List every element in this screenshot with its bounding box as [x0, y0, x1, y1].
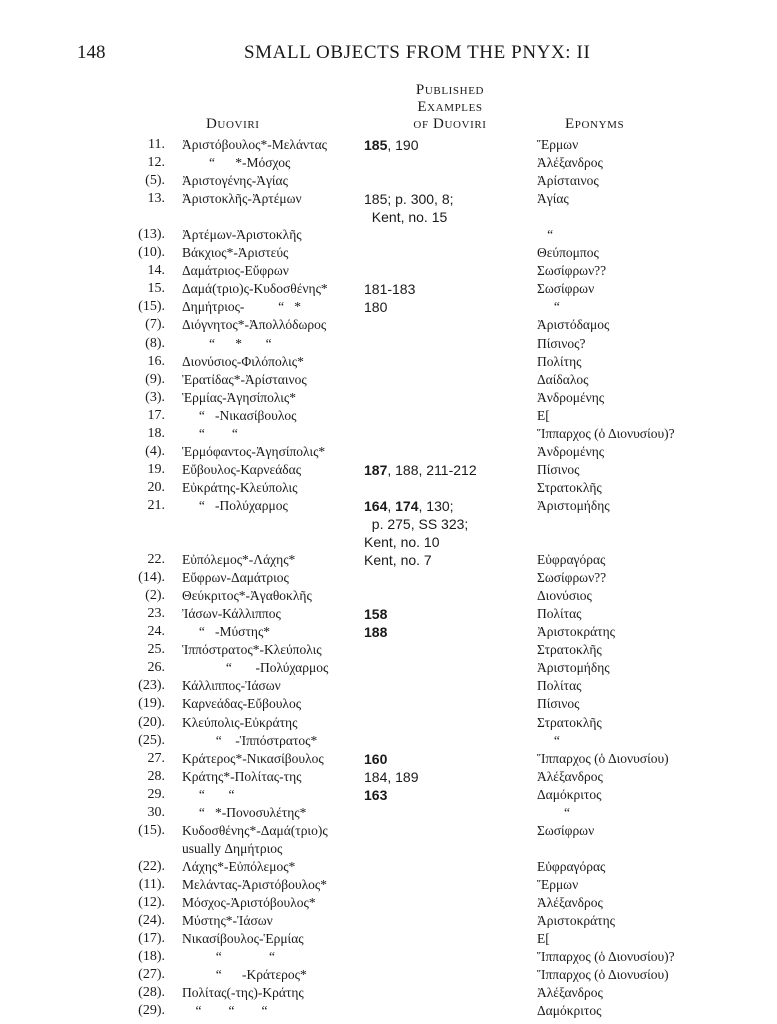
eponym: “ — [537, 732, 560, 748]
duoviri-pair: “ “ “ — [182, 1003, 268, 1019]
duoviri-pair: Ἀριστόβουλος*-Μελάντας — [182, 137, 327, 152]
entry-number: 16. — [147, 353, 165, 369]
entry-number: (19). — [138, 696, 165, 712]
table-row — [0, 641, 777, 659]
published-examples — [364, 551, 432, 569]
duoviri-pair: Μύστης*-Ἰάσων — [182, 913, 273, 929]
duoviri-pair: Εὐκράτης-Κλεύπολις — [182, 479, 298, 495]
published-ref: 180 — [364, 299, 388, 316]
entry-number: 12. — [147, 155, 165, 171]
published-examples — [364, 533, 440, 551]
table-row — [0, 298, 777, 316]
eponym: Ἕρμων — [537, 876, 579, 892]
entry-number: (28). — [138, 985, 165, 1001]
published-examples — [364, 208, 447, 226]
duoviri-pair: Ἀρτέμων-Ἀριστοκλῆς — [182, 227, 302, 243]
table-row — [0, 443, 777, 461]
eponym: Ἀλέξανδρος — [537, 768, 603, 784]
entry-number: (15). — [138, 299, 165, 315]
duoviri-pair: Θεύκριτος*-Ἀγαθοκλῆς — [182, 588, 312, 604]
entry-number: 27. — [147, 750, 165, 766]
table-row — [0, 353, 777, 371]
table-row — [0, 623, 777, 641]
duoviri-pair: Λάχης*-Εὐπόλεμος* — [182, 858, 296, 874]
eponym: Σωσίφρων?? — [537, 570, 607, 586]
duoviri-pair: Ἑρμίας-Ἀγησίπολις* — [182, 389, 296, 405]
duoviri-pair: Εὔβουλος-Καρνεάδας — [182, 461, 302, 477]
published-ref: , 130; — [418, 497, 454, 514]
entry-number: (9). — [145, 371, 165, 387]
published-ref-bold: 174 — [395, 497, 419, 514]
column-header-eponyms: Eponyms — [565, 116, 625, 132]
entry-number: 18. — [147, 425, 165, 441]
duoviri-pair: Κλεύπολις-Εὐκράτης — [182, 714, 298, 730]
eponym: Ἀριστομήδης — [537, 660, 610, 676]
duoviri-pair: Κράτερος*-Νικασίβουλος — [182, 750, 324, 766]
duoviri-pair: “ “ — [182, 949, 275, 965]
duoviri-pair: Δαμάτριος-Εὔφρων — [182, 263, 289, 279]
entry-number: (15). — [138, 822, 165, 838]
eponym: Πολίτης — [537, 353, 582, 369]
eponym: Θεύπομπος — [537, 245, 599, 261]
duoviri-pair: Μελάντας-Ἀριστόβουλος* — [182, 876, 327, 892]
duoviri-pair: “ *-Μόσχος — [182, 155, 291, 171]
published-examples — [364, 190, 454, 208]
entry-number: (12). — [138, 894, 165, 910]
table-row — [0, 804, 777, 822]
duoviri-pair: “ -Κράτερος* — [182, 967, 307, 983]
duoviri-pair: Κάλλιππος-Ἰάσων — [182, 678, 281, 694]
eponym: “ — [537, 299, 560, 315]
table-row — [0, 912, 777, 930]
eponym: Πίσινος — [537, 696, 580, 712]
table-row — [0, 714, 777, 732]
published-ref-bold: 158 — [364, 606, 388, 623]
table-row — [0, 605, 777, 623]
table-row — [0, 948, 777, 966]
published-ref-bold: 185 — [364, 137, 388, 153]
eponym: Ἀγίας — [537, 191, 569, 207]
entry-number: (23). — [138, 678, 165, 694]
entry-number: (27). — [138, 967, 165, 983]
entry-number: (5). — [145, 173, 165, 189]
duoviri-pair: Ἱππόστρατος*-Κλεύπολις — [182, 642, 322, 658]
duoviri-pair: Πολίτας(-της)-Κράτης — [182, 985, 304, 1001]
eponym: Ἀλέξανδρος — [537, 985, 603, 1001]
entry-number: 15. — [147, 281, 165, 297]
entry-number: 19. — [147, 461, 165, 477]
published-ref-bold: 163 — [364, 786, 388, 803]
table-row — [0, 966, 777, 984]
table-row — [0, 858, 777, 876]
eponym: Ἀριστοκράτης — [537, 624, 616, 640]
published-examples — [364, 605, 387, 623]
entry-number: (20). — [138, 714, 165, 730]
duoviri-pair: Εὐπόλεμος*-Λάχης* — [182, 552, 296, 568]
published-ref: 184, 189 — [364, 768, 419, 785]
eponym: Σωσίφρων?? — [537, 263, 607, 279]
entry-number: 25. — [147, 642, 165, 658]
published-ref: , — [387, 497, 396, 514]
eponym: Εὐφραγόρας — [537, 552, 606, 568]
duoviri-pair: Ἑρμόφαντος-Ἀγησίπολις* — [182, 443, 326, 459]
duoviri-pair: Ἰάσων-Κάλλιππος — [182, 606, 281, 622]
table-row — [0, 569, 777, 587]
table-row — [0, 750, 777, 768]
column-header-line: of Duoviri — [413, 116, 487, 132]
entry-number: (3). — [145, 389, 165, 405]
page-number: 148 — [77, 42, 106, 63]
column-header-duoviri: Duoviri — [206, 116, 260, 132]
duoviri-pair: “ -Πολύχαρμος — [182, 497, 288, 513]
entry-number: 23. — [147, 606, 165, 622]
column-header-published-examples — [380, 82, 520, 133]
table-row — [0, 479, 777, 497]
published-examples — [364, 461, 477, 479]
eponym: Στρατοκλῆς — [537, 642, 602, 658]
published-ref: Kent, no. 7 — [364, 552, 432, 569]
table-row — [0, 930, 777, 948]
column-header-line: Published — [415, 82, 485, 98]
table-row — [0, 768, 777, 786]
duoviri-pair: Κυδοσθένης*-Δαμά(τριο)ς — [182, 822, 328, 838]
published-ref-bold: 188 — [364, 624, 388, 641]
entry-number: 14. — [147, 263, 165, 279]
table-row — [0, 1002, 777, 1020]
entry-number: (17). — [138, 931, 165, 947]
entry-number: 24. — [147, 624, 165, 640]
eponym: Ε[ — [537, 407, 550, 423]
eponym: Ἵππαρχος (ὁ Διονυσίου)? — [537, 425, 675, 441]
eponym: Ἀλέξανδρος — [537, 155, 603, 171]
eponym: “ — [537, 804, 570, 820]
entry-number: 13. — [147, 191, 165, 207]
table-row — [0, 497, 777, 515]
entry-number: (14). — [138, 570, 165, 586]
eponym: Πίσινος? — [537, 335, 586, 351]
eponym: Πίσινος — [537, 461, 580, 477]
entry-number: 26. — [147, 660, 165, 676]
entry-number: 11. — [148, 137, 165, 152]
duoviri-pair: “ -Ἱππόστρατος* — [182, 732, 318, 748]
entry-number: (25). — [138, 732, 165, 748]
published-examples — [364, 497, 454, 515]
entry-number: (18). — [138, 949, 165, 965]
running-head: SMALL OBJECTS FROM THE PNYX: II — [244, 42, 591, 63]
eponym: Ε[ — [537, 931, 550, 947]
table-row — [0, 407, 777, 425]
published-ref: 181-183 — [364, 281, 416, 298]
eponym: Ἀριστοκράτης — [537, 913, 616, 929]
table-row — [0, 984, 777, 1002]
table-row — [0, 533, 777, 551]
table-row — [0, 551, 777, 569]
published-examples — [364, 768, 419, 786]
eponym: Ἀνδρομένης — [537, 443, 605, 459]
table-row — [0, 244, 777, 262]
table-row — [0, 389, 777, 407]
duoviri-pair: Ἀριστογένης-Ἀγίας — [182, 173, 288, 189]
eponym: Ἵππαρχος (ὁ Διονυσίου) — [537, 967, 669, 983]
table-row — [0, 262, 777, 280]
eponym: Ἀριστομήδης — [537, 497, 610, 513]
entry-number: (22). — [138, 858, 165, 874]
duoviri-pair: Μόσχος-Ἀριστόβουλος* — [182, 894, 316, 910]
duoviri-pair: Εὔφρων-Δαμάτριος — [182, 570, 289, 586]
duoviri-pair: Δαμά(τριο)ς-Κυδοσθένης* — [182, 281, 328, 297]
published-examples — [364, 280, 415, 298]
duoviri-pair: “ “ — [182, 425, 238, 441]
table-row — [0, 695, 777, 713]
published-examples — [364, 136, 419, 154]
eponym: Ἀλέξανδρος — [537, 894, 603, 910]
eponym: Ἀρίσταινος — [537, 173, 599, 189]
published-ref: Kent, no. 10 — [364, 534, 440, 551]
published-ref-bold: 164 — [364, 497, 388, 514]
eponym: Σωσίφρων — [537, 822, 595, 838]
entry-number: 22. — [147, 552, 165, 568]
table-row — [0, 226, 777, 244]
entry-number: 20. — [147, 479, 165, 495]
table-row — [0, 894, 777, 912]
table-row — [0, 190, 777, 208]
eponym: Δαμόκριτος — [537, 786, 602, 802]
published-ref: , 190 — [387, 137, 419, 153]
duoviri-pair: “ * “ — [182, 335, 272, 351]
entry-number: (2). — [145, 588, 165, 604]
published-examples — [364, 623, 387, 641]
published-ref-bold: 160 — [364, 750, 388, 767]
entry-number: 30. — [147, 804, 165, 820]
table-row — [0, 587, 777, 605]
duoviri-pair: Κράτης*-Πολίτας-της — [182, 768, 302, 784]
table-row — [0, 280, 777, 298]
duoviri-table — [0, 136, 777, 1020]
eponym: Ἵππαρχος (ὁ Διονυσίου) — [537, 750, 669, 766]
duoviri-pair: usually Δημήτριος — [182, 840, 283, 856]
published-ref-bold: 187 — [364, 461, 388, 478]
table-row — [0, 172, 777, 190]
eponym: Δαμόκριτος — [537, 1003, 602, 1019]
duoviri-pair: “ -Μύστης* — [182, 624, 271, 640]
table-row — [0, 208, 777, 226]
table-row — [0, 840, 777, 858]
table-row — [0, 425, 777, 443]
eponym: Στρατοκλῆς — [537, 714, 602, 730]
published-examples — [364, 515, 468, 533]
table-row — [0, 154, 777, 172]
table-row — [0, 136, 777, 154]
table-row — [0, 822, 777, 840]
duoviri-pair: Νικασίβουλος-Ἑρμίας — [182, 931, 304, 947]
published-ref: p. 275, SS 323; — [364, 515, 469, 532]
eponym: Διονύσιος — [537, 588, 592, 604]
duoviri-pair: “ -Νικασίβουλος — [182, 407, 297, 423]
duoviri-pair: Διονύσιος-Φιλόπολις* — [182, 353, 304, 369]
entry-number: (4). — [145, 443, 165, 459]
eponym: Πολίτας — [537, 606, 582, 622]
eponym: Ἵππαρχος (ὁ Διονυσίου)? — [537, 949, 675, 965]
published-ref: 185; p. 300, 8; — [364, 191, 454, 208]
entry-number: 28. — [147, 768, 165, 784]
entry-number: (24). — [138, 913, 165, 929]
entry-number: (13). — [138, 227, 165, 243]
entry-number: (8). — [145, 335, 165, 351]
duoviri-pair: “ -Πολύχαρμος — [182, 660, 329, 676]
eponym: Ἕρμων — [537, 137, 579, 152]
table-row — [0, 876, 777, 894]
entry-number: (11). — [138, 876, 165, 892]
table-row — [0, 371, 777, 389]
table-row — [0, 335, 777, 353]
eponym: “ — [537, 227, 554, 243]
eponym: Ἀνδρομένης — [537, 389, 605, 405]
duoviri-pair: Καρνεάδας-Εὔβουλος — [182, 696, 302, 712]
duoviri-pair: “ *-Πονοσυλέτης* — [182, 804, 307, 820]
duoviri-pair: Δημήτριος- “ * — [182, 299, 302, 315]
table-row — [0, 316, 777, 334]
table-row — [0, 461, 777, 479]
duoviri-pair: “ “ — [182, 786, 235, 802]
table-row — [0, 732, 777, 750]
duoviri-pair: Διόγνητος*-Ἀπολλόδωρος — [182, 317, 327, 333]
published-examples — [364, 786, 387, 804]
eponym: Εὐφραγόρας — [537, 858, 606, 874]
published-ref: , 188, 211-212 — [387, 461, 477, 478]
entry-number: 29. — [147, 786, 165, 802]
table-row — [0, 677, 777, 695]
table-row — [0, 659, 777, 677]
entry-number: 17. — [147, 407, 165, 423]
eponym: Σωσίφρων — [537, 281, 595, 297]
eponym: Ἀριστόδαμος — [537, 317, 610, 333]
duoviri-pair: Ἀριστοκλῆς-Ἀρτέμων — [182, 191, 302, 207]
column-header-line: Examples — [417, 99, 483, 115]
entry-number: (10). — [138, 245, 165, 261]
entry-number: (29). — [138, 1003, 165, 1019]
published-ref: Kent, no. 15 — [364, 209, 448, 226]
table-row — [0, 786, 777, 804]
entry-number: 21. — [147, 497, 165, 513]
eponym: Πολίτας — [537, 678, 582, 694]
eponym: Δαίδαλος — [537, 371, 589, 387]
table-row — [0, 515, 777, 533]
entry-number: (7). — [145, 317, 165, 333]
published-examples — [364, 750, 387, 768]
duoviri-pair: Ἐρατίδας*-Ἀρίσταινος — [182, 371, 307, 387]
published-examples — [364, 298, 387, 316]
duoviri-pair: Βάκχιος*-Ἀριστεύς — [182, 245, 289, 261]
eponym: Στρατοκλῆς — [537, 479, 602, 495]
